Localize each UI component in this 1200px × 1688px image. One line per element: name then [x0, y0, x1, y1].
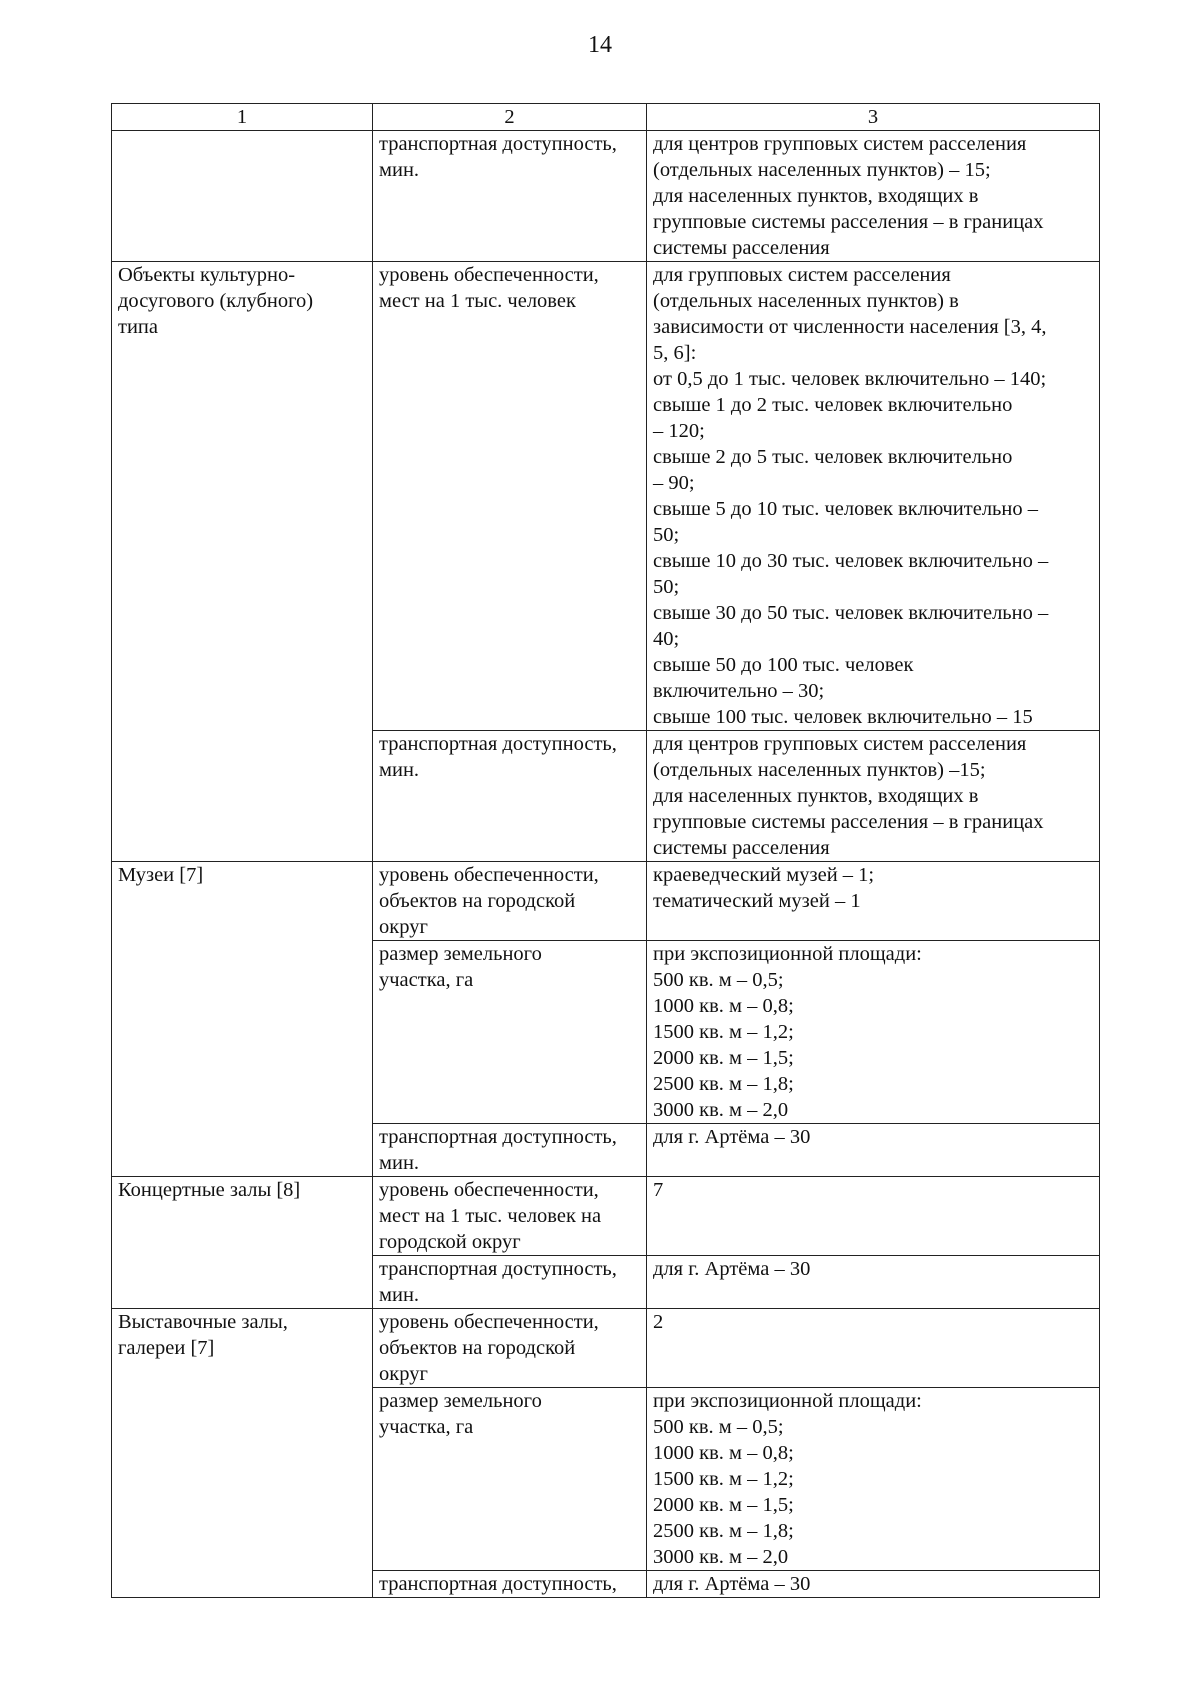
norm-value-line: свыше 2 до 5 тыс. человек включительно: [653, 446, 1013, 468]
norm-value-line: – 90;: [653, 472, 695, 494]
table-row: [112, 1177, 1100, 1256]
norm-value-line: включительно – 30;: [653, 680, 825, 702]
indicator-line: транспортная доступность,: [379, 1573, 617, 1595]
table-row: [112, 1309, 1100, 1388]
norm-value-cell: [647, 1309, 1100, 1388]
norm-value-cell: [647, 131, 1100, 262]
norm-value-line: свыше 50 до 100 тыс. человек: [653, 654, 914, 676]
indicator-line: округ: [379, 1363, 428, 1385]
norm-value-line: 1500 кв. м – 1,2;: [653, 1021, 794, 1043]
norm-value-cell: [647, 862, 1100, 941]
indicator-line: уровень обеспеченности,: [379, 264, 599, 286]
norm-value-line: 1000 кв. м – 0,8;: [653, 995, 794, 1017]
table-row: [112, 862, 1100, 941]
norm-value-line: 500 кв. м – 0,5;: [653, 1416, 784, 1438]
indicator-line: объектов на городской: [379, 1337, 576, 1359]
norm-value-line: 50;: [653, 576, 680, 598]
norm-value-line: групповые системы расселения – в границах: [653, 811, 1044, 833]
norm-value-cell: [647, 1256, 1100, 1309]
norm-value-line: системы расселения: [653, 837, 830, 859]
norm-value-line: – 120;: [653, 420, 705, 442]
indicator-cell: [373, 1309, 647, 1388]
norm-value-cell: [647, 731, 1100, 862]
norm-value-line: для групповых систем расселения: [653, 264, 951, 286]
object-type-cell: [112, 1309, 373, 1598]
norm-value-line: от 0,5 до 1 тыс. человек включительно – 140;: [653, 368, 1047, 390]
indicator-cell: [373, 1388, 647, 1571]
indicator-line: округ: [379, 916, 428, 938]
object-type-line: Концертные залы [8]: [118, 1179, 301, 1201]
indicator-cell: [373, 262, 647, 731]
norm-value-line: (отдельных населенных пунктов) в: [653, 290, 959, 312]
norm-value-line: для центров групповых систем расселения: [653, 733, 1027, 755]
norm-value-line: для центров групповых систем расселения: [653, 133, 1027, 155]
norm-value-line: (отдельных населенных пунктов) – 15;: [653, 159, 991, 181]
object-type-line: галереи [7]: [118, 1337, 215, 1359]
indicator-cell: [373, 941, 647, 1124]
indicator-line: мин.: [379, 159, 420, 181]
column-header-2: 2: [373, 104, 647, 131]
norm-value-line: для г. Артёма – 30: [653, 1573, 811, 1595]
norm-value-line: 7: [653, 1179, 664, 1201]
norm-value-line: для населенных пунктов, входящих в: [653, 785, 979, 807]
indicator-line: мин.: [379, 1152, 420, 1174]
object-type-cell: [112, 1177, 373, 1309]
indicator-line: участка, га: [379, 969, 474, 991]
indicator-line: мин.: [379, 759, 420, 781]
norm-value-line: 5, 6]:: [653, 342, 697, 364]
indicator-cell: [373, 1177, 647, 1256]
norm-value-line: 2: [653, 1311, 664, 1333]
norm-value-line: 1000 кв. м – 0,8;: [653, 1442, 794, 1464]
object-type-cell: [112, 131, 373, 262]
norm-value-line: свыше 30 до 50 тыс. человек включительно –: [653, 602, 1049, 624]
norm-value-line: 3000 кв. м – 2,0: [653, 1099, 789, 1121]
indicator-cell: [373, 1571, 647, 1598]
norm-value-line: 2500 кв. м – 1,8;: [653, 1520, 794, 1542]
object-type-line: Объекты культурно-: [118, 264, 296, 286]
column-header-1: 1: [112, 104, 373, 131]
norm-value-cell: [647, 1388, 1100, 1571]
table-header-row: [112, 104, 1100, 131]
indicator-cell: [373, 1124, 647, 1177]
norm-value-line: для населенных пунктов, входящих в: [653, 185, 979, 207]
norm-value-line: для г. Артёма – 30: [653, 1258, 811, 1280]
norm-value-line: 40;: [653, 628, 680, 650]
table-body: [112, 131, 1100, 1598]
norm-value-cell: [647, 262, 1100, 731]
norm-value-line: свыше 1 до 2 тыс. человек включительно: [653, 394, 1013, 416]
indicator-cell: [373, 731, 647, 862]
indicator-line: размер земельного: [379, 1390, 542, 1412]
indicator-line: городской округ: [379, 1231, 521, 1253]
norm-value-line: 2000 кв. м – 1,5;: [653, 1494, 794, 1516]
norm-value-line: 3000 кв. м – 2,0: [653, 1546, 789, 1568]
object-type-line: досугового (клубного): [118, 290, 314, 312]
norm-value-line: краеведческий музей – 1;: [653, 864, 875, 886]
norm-value-line: системы расселения: [653, 237, 830, 259]
indicator-line: транспортная доступность,: [379, 1126, 617, 1148]
norm-value-line: для г. Артёма – 30: [653, 1126, 811, 1148]
indicator-cell: [373, 1256, 647, 1309]
indicator-line: объектов на городской: [379, 890, 576, 912]
table-row: [112, 262, 1100, 731]
indicator-line: уровень обеспеченности,: [379, 1179, 599, 1201]
norm-value-line: 500 кв. м – 0,5;: [653, 969, 784, 991]
norm-value-line: 1500 кв. м – 1,2;: [653, 1468, 794, 1490]
table-row: [112, 131, 1100, 262]
column-header-3: 3: [647, 104, 1100, 131]
norm-value-line: свыше 5 до 10 тыс. человек включительно –: [653, 498, 1038, 520]
indicator-line: транспортная доступность,: [379, 1258, 617, 1280]
indicator-line: уровень обеспеченности,: [379, 864, 599, 886]
norm-value-cell: [647, 1124, 1100, 1177]
object-type-line: типа: [118, 316, 158, 338]
indicator-cell: [373, 862, 647, 941]
norm-value-line: 2000 кв. м – 1,5;: [653, 1047, 794, 1069]
indicator-line: участка, га: [379, 1416, 474, 1438]
indicator-line: уровень обеспеченности,: [379, 1311, 599, 1333]
norm-value-line: при экспозиционной площади:: [653, 1390, 922, 1412]
indicator-line: мест на 1 тыс. человек: [379, 290, 576, 312]
norm-value-line: 2500 кв. м – 1,8;: [653, 1073, 794, 1095]
norm-value-line: свыше 100 тыс. человек включительно – 15: [653, 706, 1033, 728]
norm-value-line: (отдельных населенных пунктов) –15;: [653, 759, 986, 781]
norm-value-cell: [647, 1571, 1100, 1598]
norm-value-cell: [647, 1177, 1100, 1256]
object-type-line: Музеи [7]: [118, 864, 204, 886]
object-type-line: Выставочные залы,: [118, 1311, 288, 1333]
norm-value-line: свыше 10 до 30 тыс. человек включительно –: [653, 550, 1049, 572]
page-number: 14: [588, 32, 612, 58]
object-type-cell: [112, 262, 373, 862]
norm-value-line: при экспозиционной площади:: [653, 943, 922, 965]
indicator-line: транспортная доступность,: [379, 733, 617, 755]
norm-value-line: 50;: [653, 524, 680, 546]
norm-value-line: групповые системы расселения – в границах: [653, 211, 1044, 233]
indicator-line: мест на 1 тыс. человек на: [379, 1205, 602, 1227]
indicator-line: мин.: [379, 1284, 420, 1306]
norm-value-line: зависимости от численности населения [3, 4,: [653, 316, 1047, 338]
indicator-line: размер земельного: [379, 943, 542, 965]
indicator-line: транспортная доступность,: [379, 133, 617, 155]
norm-value-cell: [647, 941, 1100, 1124]
norm-value-line: тематический музей – 1: [653, 890, 861, 912]
indicator-cell: [373, 131, 647, 262]
object-type-cell: [112, 862, 373, 1177]
norms-table: [111, 103, 1100, 1598]
